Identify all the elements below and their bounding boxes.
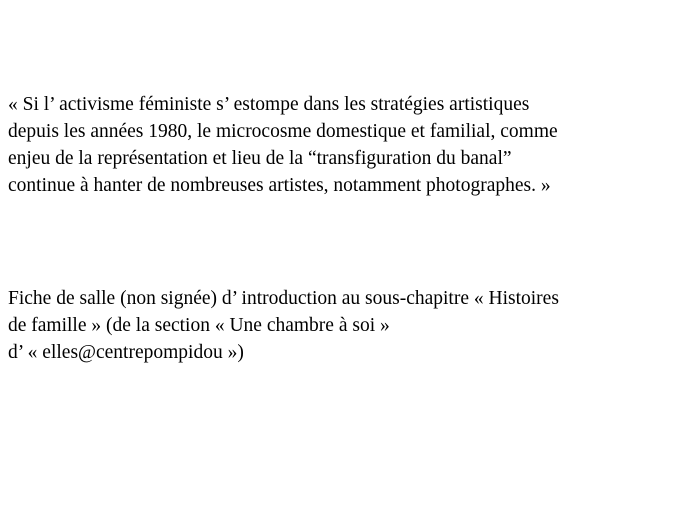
caption-line: Fiche de salle (non signée) d’ introduction au sous-chapitre « Histoires <box>8 288 559 309</box>
quotation-line: depuis les années 1980, le microcosme domestique et familial, comme <box>8 121 558 142</box>
quotation-line: enjeu de la représentation et lieu de la “transfiguration du banal” <box>8 148 512 169</box>
quotation-line: continue à hanter de nombreuses artistes, notamment photographes. » <box>8 175 551 196</box>
quotation-paragraph <box>8 91 684 199</box>
caption-line: d’ « elles@centrepompidou ») <box>8 342 244 363</box>
caption-line: de famille » (de la section « Une chambre à soi » <box>8 315 390 336</box>
quotation-line: « Si l’ activisme féministe s’ estompe dans les stratégies artistiques <box>8 94 530 115</box>
source-caption <box>8 285 684 366</box>
